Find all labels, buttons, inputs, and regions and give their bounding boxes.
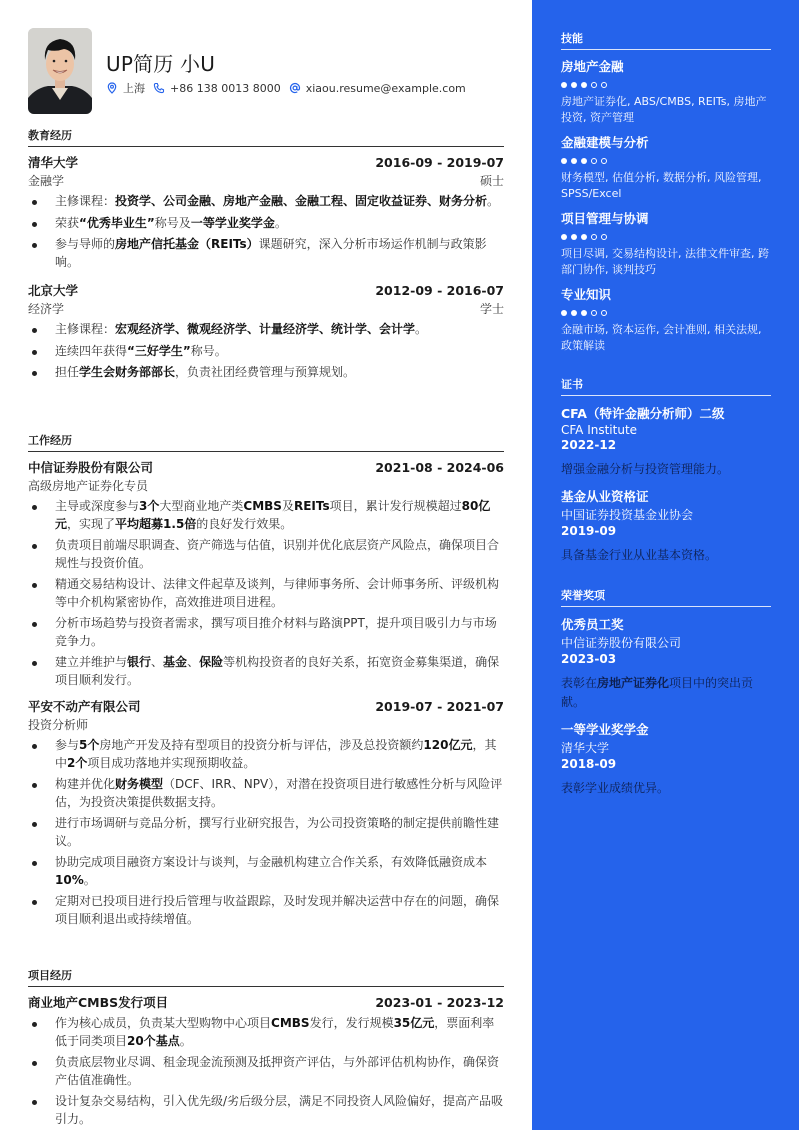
bold-highlight: 宏观经济学、微观经济学、计量经济学、统计学、会计学 [115,322,416,336]
skill-rating [561,80,771,90]
bullet-list [28,321,504,382]
bold-highlight: “三好学生” [127,343,191,358]
rating-dot-empty-icon [591,234,597,240]
awards-list [561,615,771,798]
company-name: 平安不动产有限公司 [28,699,141,714]
bullet-item: 协助完成项目融资方案设计与谈判，与金融机构建立合作关系，有效降低融资成本10%。 [28,854,504,889]
at-sign-icon [289,82,301,94]
section-title-education: 教育经历 [28,127,504,147]
rating-dot-empty-icon [601,234,607,240]
certificates-section [561,376,771,565]
bullet-item: 负责项目前端尽职调查、资产筛选与估值，识别并优化底层资产风险点，确保项目合规性与投资价值。 [28,537,504,572]
skill-description: 项目尽调, 交易结构设计, 法律文件审查, 跨部门协作, 谈判技巧 [561,247,769,276]
award-description: 表彰在房地产证券化项目中的突出贡献。 [561,676,754,709]
bullet-list [28,193,504,271]
bullet-item: 主修课程：宏观经济学、微观经济学、计量经济学、统计学、会计学。 [28,321,504,339]
rating-dot-filled-icon [581,82,587,88]
skill-rating [561,156,771,166]
bullet-item: 精通交易结构设计、法律文件起草及谈判，与律师事务所、会计师事务所、评级机构等中介机构紧密协作，高效推进项目进程。 [28,576,504,611]
section-title-skills: 技能 [561,30,771,50]
certificate-description: 增强金融分析与投资管理能力。 [561,462,730,476]
awards-section [561,587,771,798]
rating-dot-filled-icon [571,310,577,316]
skill-rating [561,308,771,318]
certificate-name: CFA（特许金融分析师）二级 [561,406,725,421]
contact-phone [153,82,281,95]
project-dates: 2023-01 - 2023-12 [375,995,504,1010]
phone-icon [153,82,165,94]
bullet-item: 分析市场趋势与投资者需求，撰写项目推介材料与路演PPT，提升项目吸引力与市场竞争力。 [28,615,504,650]
skill-item [561,209,771,278]
skill-description: 金融市场, 资本运作, 会计准则, 相关法规, 政策解读 [561,323,762,352]
bullet-item: 参与导师的房地产信托基金（REITs）课题研究，深入分析市场运作机制与政策影响。 [28,236,504,271]
certificate-description: 具备基金行业从业基本资格。 [561,548,718,562]
skill-item [561,285,771,354]
rating-dot-filled-icon [581,234,587,240]
bullet-item: 建立并维护与银行、基金、保险等机构投资者的良好关系，拓宽资金募集渠道，确保项目顺利发行。 [28,654,504,689]
skill-name: 房地产金融 [561,59,624,74]
project-entry [28,993,504,1128]
work-entry [28,697,504,928]
bullet-item: 连续四年获得“三好学生”称号。 [28,343,504,361]
bold-highlight: 保险 [199,655,224,669]
bold-highlight: 120亿元 [423,738,473,752]
bullet-item: 担任学生会财务部部长，负责社团经费管理与预算规划。 [28,364,504,382]
bold-highlight: 房地产信托基金（REITs） [115,237,259,251]
skill-item [561,133,771,202]
skill-name: 专业知识 [561,287,612,302]
work-section [28,432,504,932]
bold-highlight: 3个 [139,499,160,513]
rating-dot-filled-icon [561,82,567,88]
bullet-item: 进行市场调研与竞品分析，撰写行业研究报告，为公司投资策略的制定提供前瞻性建议。 [28,815,504,850]
skills-section [561,30,771,354]
rating-dot-filled-icon [561,158,567,164]
bullet-item: 主修课程：投资学、公司金融、房地产金融、金融工程、固定收益证券、财务分析。 [28,193,504,211]
bold-highlight: 平均超募1.5倍 [115,516,197,531]
certificate [561,404,771,479]
award-name: 一等学业奖学金 [561,722,649,737]
rating-dot-empty-icon [591,82,597,88]
certificate-issuer: 中国证券投资基金业协会 [561,508,694,522]
bold-highlight: 10% [55,872,84,887]
bullet-list [28,498,504,689]
major: 金融学 [28,174,65,188]
award-name: 优秀员工奖 [561,617,624,632]
work-dates: 2019-07 - 2021-07 [375,699,504,714]
award-date: 2023-03 [561,652,617,666]
contact-info [106,80,474,96]
section-title-projects: 项目经历 [28,967,504,987]
projects-section [28,967,504,1130]
certificate [561,487,771,565]
work-dates: 2021-08 - 2024-06 [375,460,504,475]
certificate-name: 基金从业资格证 [561,489,649,504]
rating-dot-filled-icon [571,158,577,164]
rating-dot-filled-icon [571,234,577,240]
school-name: 清华大学 [28,155,79,170]
rating-dot-filled-icon [581,310,587,316]
company-name: 中信证券股份有限公司 [28,460,154,475]
phone-text: +86 138 0013 8000 [170,81,281,95]
bold-highlight: 基金 [163,655,188,669]
section-title-certificates: 证书 [561,376,771,396]
bold-highlight: 5个 [79,738,100,752]
bold-highlight: 银行 [127,655,152,669]
bullet-item: 主导或深度参与3个大型商业地产类CMBS及REITs项目，累计发行规模超过80亿元，实现了平均超募1.5倍的良好发行效果。 [28,498,504,533]
bold-highlight: CMBS [243,499,282,513]
award-date: 2018-09 [561,757,617,771]
bullet-item: 作为核心成员，负责某大型购物中心项目CMBS发行，发行规模35亿元，票面利率低于同类项目20个基点。 [28,1015,504,1050]
certificates-list [561,404,771,565]
degree: 学士 [479,302,504,316]
bold-highlight: 学生会财务部部长 [79,365,176,379]
section-title-work: 工作经历 [28,432,504,452]
skills-list [561,57,771,354]
work-entry [28,458,504,689]
award [561,720,771,798]
bullet-item: 构建并优化财务模型（DCF、IRR、NPV），对潜在投资项目进行敏感性分析与风险评估，为投资决策提供数据支持。 [28,776,504,811]
bold-highlight: 20个基点 [127,1033,180,1048]
rating-dot-empty-icon [591,158,597,164]
contact-email [289,82,466,95]
skill-description: 财务模型, 估值分析, 数据分析, 风险管理, SPSS/Excel [561,171,762,200]
major: 经济学 [28,302,65,316]
certificate-date: 2022-12 [561,438,617,452]
location-text: 上海 [123,82,145,95]
bold-highlight: 房地产证券化 [597,676,670,690]
section-title-awards: 荣誉奖项 [561,587,771,607]
bold-highlight: 财务模型 [115,777,164,791]
award-description: 表彰学业成绩优异。 [561,781,670,795]
bold-highlight: “优秀毕业生” [79,215,155,230]
skill-name: 金融建模与分析 [561,135,649,150]
bullet-item: 定期对已投项目进行投后管理与收益跟踪，及时发现并解决运营中存在的问题，确保项目顺利退出或持续增值。 [28,893,504,928]
school-name: 北京大学 [28,283,79,298]
education-dates: 2016-09 - 2019-07 [375,155,504,170]
bullet-list [28,737,504,928]
rating-dot-filled-icon [571,82,577,88]
rating-dot-filled-icon [561,234,567,240]
bold-highlight: REITs [293,499,330,513]
bold-highlight: 投资学、公司金融、房地产金融、金融工程、固定收益证券、财务分析 [115,194,488,208]
bullet-item: 设计复杂交易结构，引入优先级/劣后级分层，满足不同投资人风险偏好，提高产品吸引力。 [28,1093,504,1128]
bold-highlight: 一等学业奖学金 [190,215,275,230]
contact-location [106,80,145,96]
skill-description: 房地产证券化, ABS/CMBS, REITs, 房地产投资, 资产管理 [561,95,767,124]
bullet-item: 荣获“优秀毕业生”称号及一等学业奖学金。 [28,215,504,233]
education-entry [28,281,504,382]
rating-dot-empty-icon [601,158,607,164]
email-text: xiaou.resume@example.com [305,81,466,95]
bold-highlight: 35亿元 [393,1016,435,1030]
education-dates: 2012-09 - 2016-07 [375,283,504,298]
project-name: 商业地产CMBS发行项目 [28,995,169,1010]
rating-dot-filled-icon [581,158,587,164]
rating-dot-filled-icon [561,310,567,316]
award [561,615,771,712]
degree: 硕士 [479,174,504,188]
sidebar [532,0,799,1130]
rating-dot-empty-icon [601,82,607,88]
bold-highlight: 80亿元 [55,499,491,531]
bullet-item: 负责底层物业尽调、租金现金流预测及抵押资产评估，与外部评估机构协作，确保资产估值准确性。 [28,1054,504,1089]
rating-dot-empty-icon [591,310,597,316]
bullet-list [28,1015,504,1128]
bold-highlight: 2个 [67,755,88,770]
skill-name: 项目管理与协调 [561,211,649,226]
certificate-date: 2019-09 [561,524,617,538]
bullet-item: 参与5个房地产开发及持有型项目的投资分析与评估，涉及总投资额约120亿元，其中2个项目成功落地并实现预期收益。 [28,737,504,772]
job-role: 高级房地产证券化专员 [28,479,149,493]
education-entry [28,153,504,271]
rating-dot-empty-icon [601,310,607,316]
award-issuer: 清华大学 [561,741,610,755]
job-role: 投资分析师 [28,718,89,732]
profile-photo [28,28,92,114]
profile-name: UP简历 小U [106,52,216,76]
skill-item [561,57,771,126]
education-section [28,127,504,386]
skill-rating [561,232,771,242]
map-pin-icon [106,82,118,94]
profile-header [28,28,504,114]
avatar-photo-icon [28,28,92,114]
award-issuer: 中信证券股份有限公司 [561,636,682,650]
certificate-issuer: CFA Institute [561,423,638,437]
bold-highlight: CMBS [271,1016,310,1030]
